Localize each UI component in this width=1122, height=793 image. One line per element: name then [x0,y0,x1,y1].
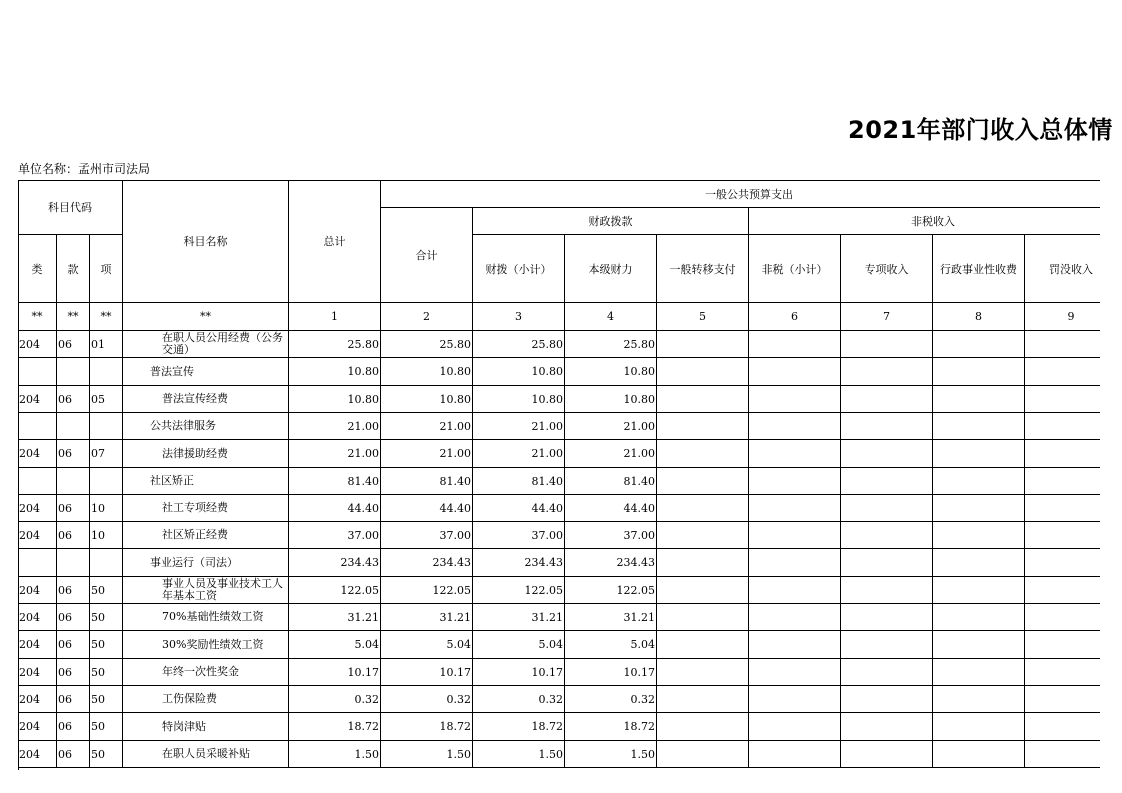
cell-empty [1025,495,1100,522]
header-caibo-xiaoji: 财拨（小计） [473,235,565,303]
cell-empty [657,495,749,522]
cell-caibo-xiaoji: 25.80 [473,331,565,358]
cell-kemu-mingcheng: 社区矫正 [123,468,289,495]
cell-kemu-mingcheng: 社工专项经费 [123,495,289,522]
header-kemu-daima: 科目代码 [18,180,123,235]
header-zongji: 总计 [289,180,381,303]
cell-xiang: 05 [90,386,123,413]
cell-xiang: 01 [90,331,123,358]
cell-empty [1025,631,1100,659]
index-cell: 1 [289,303,381,331]
cell-xiang [90,468,123,495]
cell-lei: 204 [18,386,57,413]
cell-benji-caili: 44.40 [565,495,657,522]
cell-benji-caili: 1.50 [565,741,657,768]
cell-empty [841,659,933,686]
cell-empty [933,631,1025,659]
cell-empty [749,659,841,686]
cell-caibo-xiaoji: 0.32 [473,686,565,713]
cell-benji-caili: 0.32 [565,686,657,713]
cell-kemu-mingcheng: 公共法律服务 [123,413,289,440]
cell-empty [657,522,749,549]
cell-empty [841,631,933,659]
cell-kuan: 06 [57,741,90,768]
cell-kuan [57,468,90,495]
cell-empty [841,604,933,631]
cell-xiang [90,413,123,440]
cell-empty [1025,659,1100,686]
cell-heji: 44.40 [381,495,473,522]
cell-kuan: 06 [57,522,90,549]
cell-empty [657,741,749,768]
cell-zongji: 10.80 [289,358,381,386]
index-cell: ** [90,303,123,331]
cell-kemu-mingcheng: 在职人员公用经费（公务交通） [123,331,289,358]
cell-empty [1025,604,1100,631]
index-cell: 2 [381,303,473,331]
cell-lei [18,413,57,440]
index-cell: 8 [933,303,1025,331]
cell-lei: 204 [18,440,57,468]
cell-zongji: 21.00 [289,440,381,468]
header-kemu-mingcheng: 科目名称 [123,180,289,303]
cell-kemu-mingcheng: 事业运行（司法） [123,549,289,577]
cell-kemu-mingcheng: 社区矫正经费 [123,522,289,549]
cell-empty [657,659,749,686]
cell-kuan: 06 [57,331,90,358]
cell-kemu-mingcheng: 普法宣传 [123,358,289,386]
cell-empty [1025,331,1100,358]
cell-heji: 18.72 [381,713,473,741]
cell-empty [749,631,841,659]
header-lei: 类 [18,235,57,303]
header-xiang: 项 [90,235,123,303]
cell-empty [1025,686,1100,713]
cell-empty [933,413,1025,440]
cell-empty [749,604,841,631]
cell-empty [657,549,749,577]
header-yiban-zhuanyi: 一般转移支付 [657,235,749,303]
cell-caibo-xiaoji: 21.00 [473,440,565,468]
cell-kuan: 06 [57,386,90,413]
cell-benji-caili: 21.00 [565,440,657,468]
cell-benji-caili: 18.72 [565,713,657,741]
cell-lei: 204 [18,495,57,522]
cell-kuan: 06 [57,631,90,659]
cell-empty [841,358,933,386]
cell-empty [657,413,749,440]
cell-kuan: 06 [57,686,90,713]
cell-zongji: 10.80 [289,386,381,413]
cell-empty [657,358,749,386]
cell-caibo-xiaoji: 1.50 [473,741,565,768]
cell-empty [657,577,749,604]
cell-empty [933,358,1025,386]
cell-empty [657,631,749,659]
cell-xiang: 50 [90,741,123,768]
header-caizheng-bokuan: 财政拨款 [473,208,749,235]
header-feishui-shouru: 非税收入 [749,208,1100,235]
cell-zongji: 44.40 [289,495,381,522]
index-cell: 6 [749,303,841,331]
cell-heji: 31.21 [381,604,473,631]
cell-lei: 204 [18,522,57,549]
cell-empty [933,495,1025,522]
cell-empty [1025,741,1100,768]
cell-kuan: 06 [57,659,90,686]
cell-empty [1025,386,1100,413]
cell-xiang: 50 [90,577,123,604]
cell-benji-caili: 10.80 [565,358,657,386]
cell-empty [1025,358,1100,386]
cell-empty [841,495,933,522]
cell-empty [657,331,749,358]
cell-zongji: 81.40 [289,468,381,495]
cell-heji: 122.05 [381,577,473,604]
cell-kemu-mingcheng: 在职人员采暖补贴 [123,741,289,768]
cell-empty [933,713,1025,741]
cell-heji: 10.80 [381,386,473,413]
cell-lei: 204 [18,604,57,631]
cell-empty [933,386,1025,413]
cell-kuan: 06 [57,577,90,604]
cell-empty [749,386,841,413]
cell-empty [749,331,841,358]
cell-heji: 0.32 [381,686,473,713]
cell-caibo-xiaoji: 18.72 [473,713,565,741]
cell-lei: 204 [18,686,57,713]
cell-empty [657,604,749,631]
index-cell: ** [18,303,57,331]
cell-empty [841,577,933,604]
index-cell: 3 [473,303,565,331]
cell-empty [749,577,841,604]
cell-caibo-xiaoji: 122.05 [473,577,565,604]
report-title: 2021年部门收入总体情 [848,116,1113,144]
cell-xiang: 50 [90,713,123,741]
cell-empty [1025,440,1100,468]
cell-xiang [90,549,123,577]
cell-xiang: 50 [90,631,123,659]
cell-zongji: 234.43 [289,549,381,577]
header-famo-shouru: 罚没收入 [1025,235,1100,303]
cell-empty [749,713,841,741]
cell-zongji: 0.32 [289,686,381,713]
cell-kuan: 06 [57,713,90,741]
income-table [18,180,1100,770]
cell-benji-caili: 234.43 [565,549,657,577]
cell-empty [933,686,1025,713]
header-heji: 合计 [381,208,473,303]
cell-empty [657,713,749,741]
cell-lei: 204 [18,331,57,358]
cell-heji: 21.00 [381,440,473,468]
cell-empty [841,549,933,577]
cell-zongji: 25.80 [289,331,381,358]
cell-lei: 204 [18,659,57,686]
header-feishui-xiaoji: 非税（小计） [749,235,841,303]
cell-heji: 37.00 [381,522,473,549]
cell-kemu-mingcheng: 特岗津贴 [123,713,289,741]
cell-zongji: 18.72 [289,713,381,741]
cell-caibo-xiaoji: 37.00 [473,522,565,549]
cell-benji-caili: 81.40 [565,468,657,495]
cell-kuan: 06 [57,495,90,522]
cell-empty [657,686,749,713]
cell-empty [841,686,933,713]
cell-empty [749,549,841,577]
cell-zongji: 5.04 [289,631,381,659]
cell-empty [657,440,749,468]
cell-caibo-xiaoji: 10.80 [473,358,565,386]
cell-kemu-mingcheng: 年终一次性奖金 [123,659,289,686]
cell-zongji: 21.00 [289,413,381,440]
cell-xiang: 50 [90,604,123,631]
cell-heji: 81.40 [381,468,473,495]
cell-empty [657,386,749,413]
cell-lei: 204 [18,631,57,659]
cell-heji: 21.00 [381,413,473,440]
index-cell: ** [57,303,90,331]
cell-empty [749,440,841,468]
cell-empty [933,604,1025,631]
cell-kemu-mingcheng: 法律援助经费 [123,440,289,468]
cell-kuan [57,358,90,386]
cell-lei [18,468,57,495]
cell-caibo-xiaoji: 81.40 [473,468,565,495]
cell-empty [933,741,1025,768]
cell-lei: 204 [18,741,57,768]
cell-empty [841,741,933,768]
cell-zongji: 37.00 [289,522,381,549]
cell-empty [933,577,1025,604]
cell-zongji: 1.50 [289,741,381,768]
cell-kemu-mingcheng: 工伤保险费 [123,686,289,713]
index-cell: 7 [841,303,933,331]
header-xingzheng-shiye: 行政事业性收费 [933,235,1025,303]
index-cell: 5 [657,303,749,331]
cell-empty [933,659,1025,686]
cell-empty [749,495,841,522]
cell-benji-caili: 5.04 [565,631,657,659]
cell-benji-caili: 21.00 [565,413,657,440]
cell-zongji: 10.17 [289,659,381,686]
cell-kuan: 06 [57,604,90,631]
header-yiban-gonggong: 一般公共预算支出 [381,180,1100,208]
cell-kemu-mingcheng: 普法宣传经费 [123,386,289,413]
cell-xiang: 50 [90,686,123,713]
cell-zongji: 31.21 [289,604,381,631]
cell-caibo-xiaoji: 21.00 [473,413,565,440]
cell-caibo-xiaoji: 5.04 [473,631,565,659]
cell-empty [841,413,933,440]
cell-kuan: 06 [57,440,90,468]
cell-caibo-xiaoji: 10.17 [473,659,565,686]
cell-empty [749,468,841,495]
cell-xiang: 50 [90,659,123,686]
cell-xiang: 10 [90,522,123,549]
cell-empty [1025,713,1100,741]
cell-lei: 204 [18,577,57,604]
cell-empty [749,741,841,768]
cell-kemu-mingcheng: 30%奖励性绩效工资 [123,631,289,659]
header-zhuanxiang-shouru: 专项收入 [841,235,933,303]
cell-benji-caili: 37.00 [565,522,657,549]
cell-kuan [57,413,90,440]
header-benji-caili: 本级财力 [565,235,657,303]
cell-empty [933,549,1025,577]
cell-heji: 234.43 [381,549,473,577]
index-cell: 9 [1025,303,1100,331]
cell-caibo-xiaoji: 44.40 [473,495,565,522]
cell-empty [1025,549,1100,577]
cell-empty [841,522,933,549]
cell-kemu-mingcheng: 70%基础性绩效工资 [123,604,289,631]
cell-kuan [57,549,90,577]
cell-empty [841,713,933,741]
cell-benji-caili: 10.80 [565,386,657,413]
cell-empty [1025,413,1100,440]
cell-empty [749,686,841,713]
cell-empty [749,522,841,549]
cell-empty [841,440,933,468]
cell-benji-caili: 122.05 [565,577,657,604]
cell-benji-caili: 10.17 [565,659,657,686]
cell-empty [841,468,933,495]
cell-empty [933,440,1025,468]
cell-zongji: 122.05 [289,577,381,604]
cell-heji: 10.80 [381,358,473,386]
cell-heji: 25.80 [381,331,473,358]
cell-lei [18,549,57,577]
cell-benji-caili: 25.80 [565,331,657,358]
cell-lei [18,358,57,386]
cell-empty [933,522,1025,549]
index-cell: 4 [565,303,657,331]
cell-heji: 5.04 [381,631,473,659]
cell-caibo-xiaoji: 10.80 [473,386,565,413]
cell-heji: 1.50 [381,741,473,768]
cell-xiang: 07 [90,440,123,468]
cell-empty [1025,577,1100,604]
cell-benji-caili: 31.21 [565,604,657,631]
unit-name-label: 单位名称：孟州市司法局 [18,162,151,176]
cell-empty [841,331,933,358]
cell-empty [841,386,933,413]
cell-xiang: 10 [90,495,123,522]
index-cell: ** [123,303,289,331]
cell-empty [749,413,841,440]
header-kuan: 款 [57,235,90,303]
cell-heji: 10.17 [381,659,473,686]
cell-lei: 204 [18,713,57,741]
cell-empty [933,331,1025,358]
cell-kemu-mingcheng: 事业人员及事业技术工人年基本工资 [123,577,289,604]
cell-empty [657,468,749,495]
cell-empty [749,358,841,386]
cell-caibo-xiaoji: 31.21 [473,604,565,631]
cell-xiang [90,358,123,386]
cell-empty [933,468,1025,495]
cell-empty [1025,468,1100,495]
cell-empty [1025,522,1100,549]
cell-caibo-xiaoji: 234.43 [473,549,565,577]
